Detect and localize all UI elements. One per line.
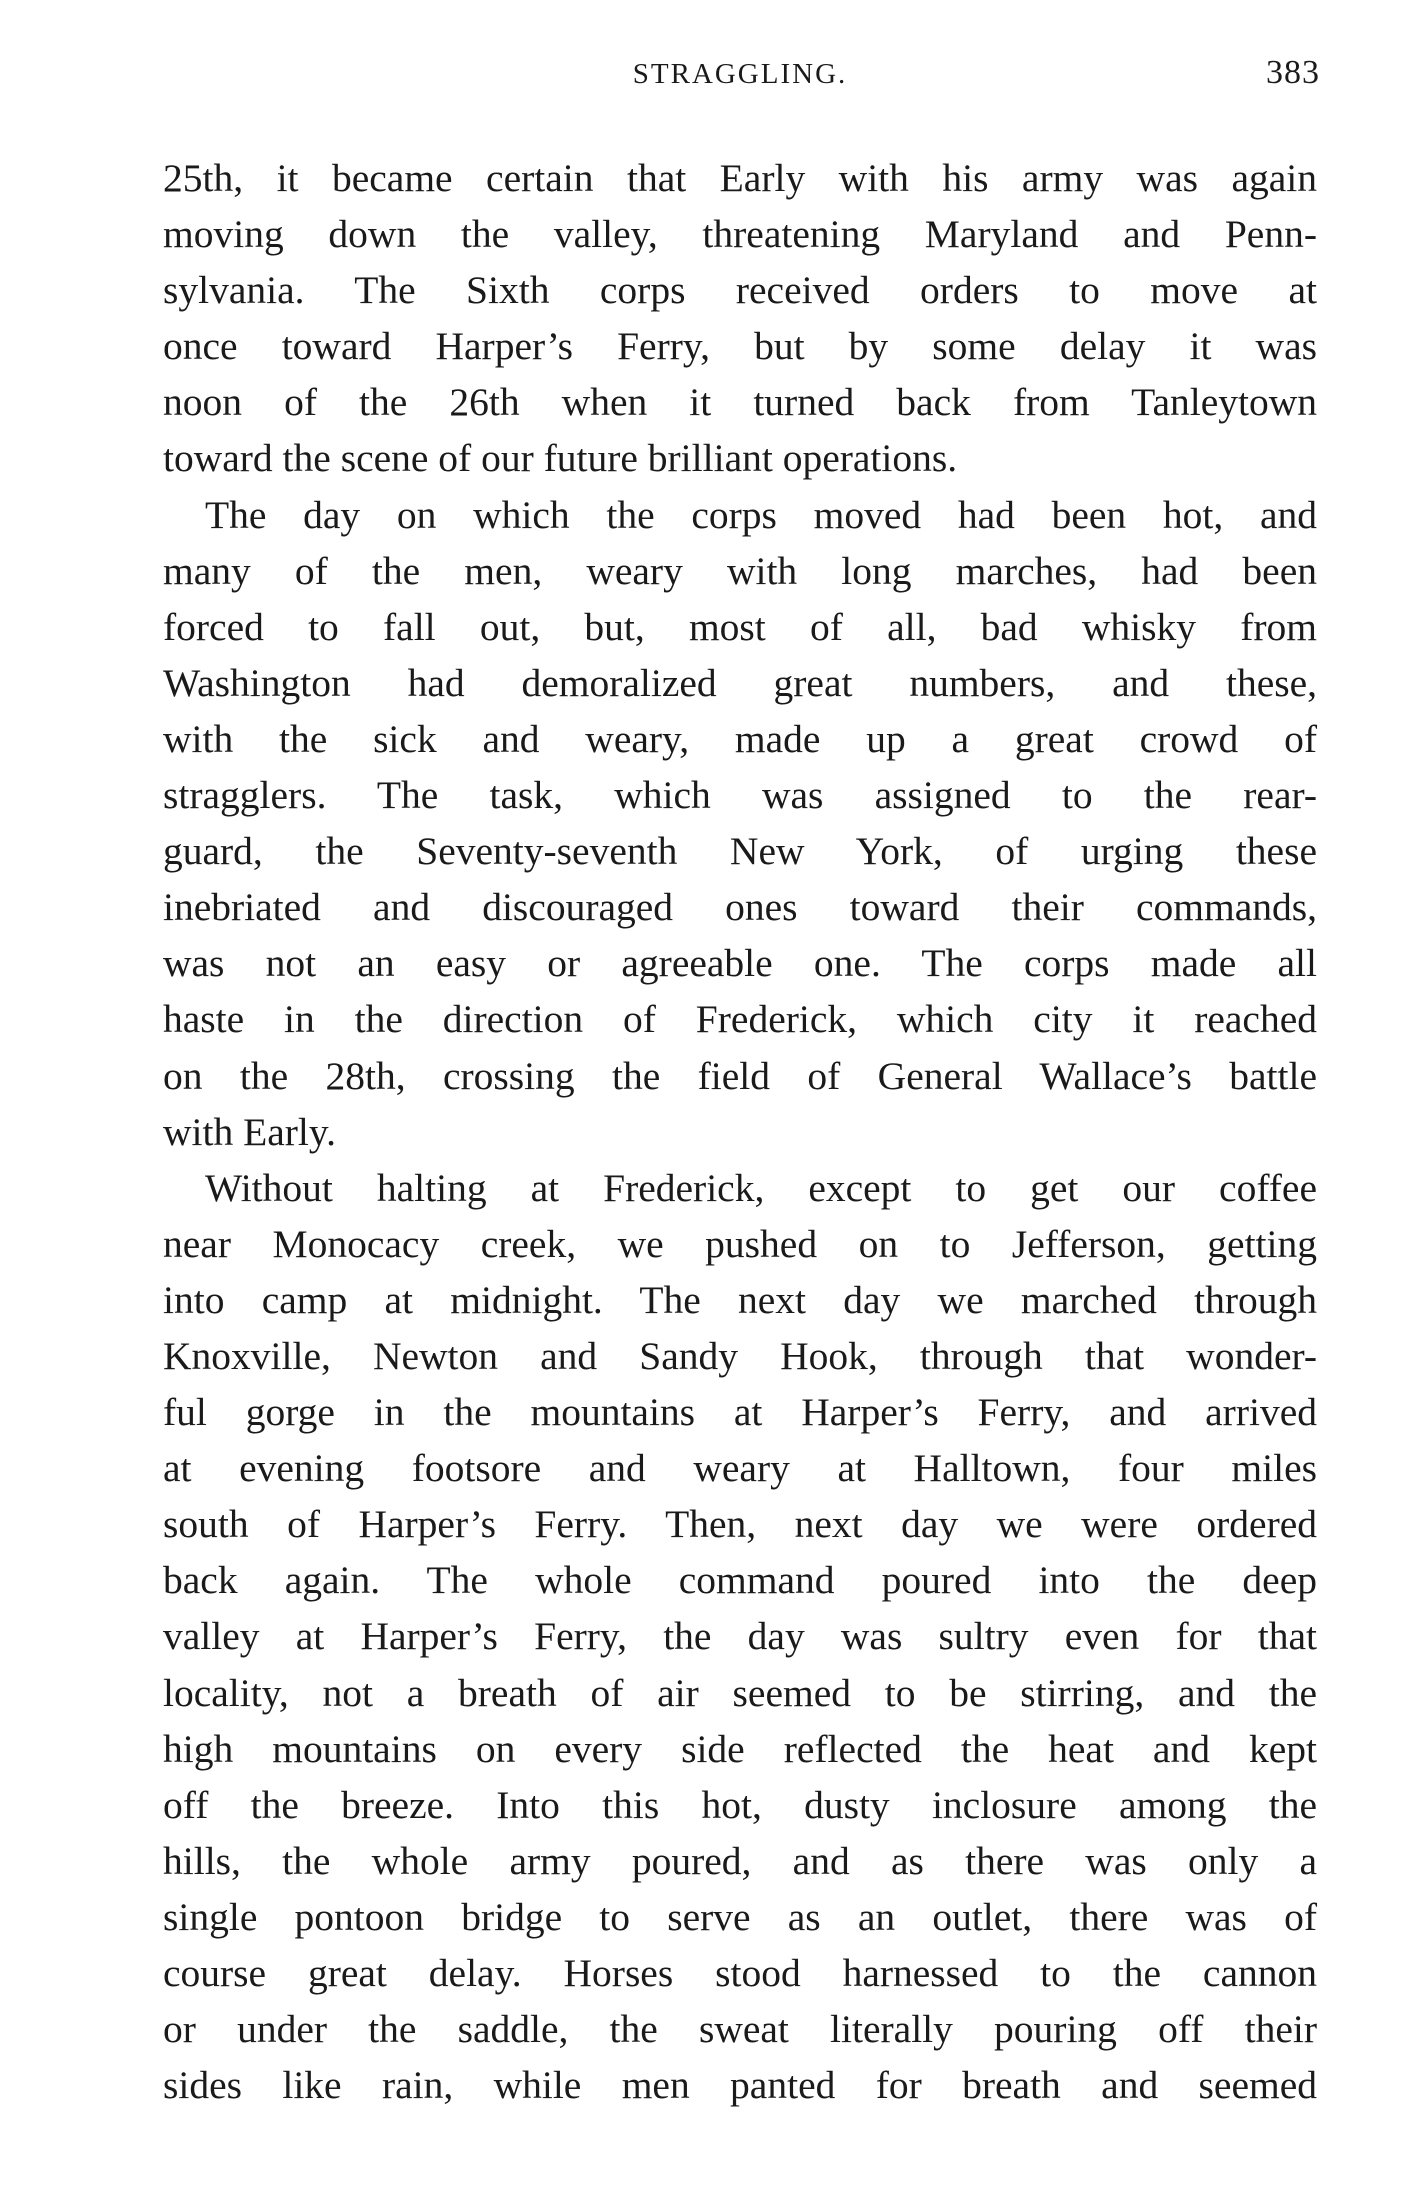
- body-text: [163, 150, 1317, 2113]
- text-line: single pontoon bridge to serve as an outlet, there was of: [163, 1894, 1317, 1939]
- text-line: locality, not a breath of air seemed to be stirring, and the: [163, 1670, 1317, 1715]
- text-line: with the sick and weary, made up a great crowd of: [163, 716, 1317, 761]
- text-line: high mountains on every side reflected the heat and kept: [163, 1726, 1317, 1771]
- text-line: ful gorge in the mountains at Harper’s Ferry, and arrived: [163, 1390, 1317, 1435]
- text-line: sides like rain, while men panted for breath and seemed: [163, 2063, 1317, 2108]
- text-line: with Early.: [163, 1109, 336, 1154]
- page-number: 383: [1266, 54, 1320, 91]
- text-line: stragglers. The task, which was assigned to the rear-: [163, 773, 1317, 818]
- text-line: sylvania. The Sixth corps received orders to move at: [163, 268, 1317, 313]
- text-line: course great delay. Horses stood harnessed to the cannon: [163, 1951, 1317, 1995]
- text-line: hills, the whole army poured, and as there was only a: [163, 1838, 1317, 1883]
- running-title: STRAGGLING.: [632, 58, 848, 90]
- text-line: at evening footsore and weary at Halltown, four miles: [163, 1446, 1317, 1491]
- text-line: noon of the 26th when it turned back from Tanleytown: [163, 380, 1317, 425]
- text-line: or under the saddle, the sweat literally pouring off their: [163, 2007, 1317, 2052]
- text-line: toward the scene of our future brilliant operations.: [163, 436, 958, 481]
- text-line: off the breeze. Into this hot, dusty inclosure among the: [163, 1782, 1317, 1827]
- text-line: on the 28th, crossing the field of General Wallace’s battle: [163, 1053, 1317, 1098]
- text-line: back again. The whole command poured into the deep: [163, 1558, 1317, 1603]
- text-line: was not an easy or agreeable one. The corps made all: [163, 941, 1317, 986]
- text-line: inebriated and discouraged ones toward their commands,: [163, 885, 1317, 930]
- text-line: near Monocacy creek, we pushed on to Jefferson, getting: [163, 1221, 1317, 1266]
- text-line: once toward Harper’s Ferry, but by some delay it was: [163, 324, 1317, 369]
- text-line: Washington had demoralized great numbers, and these,: [163, 660, 1317, 705]
- text-line: forced to fall out, but, most of all, bad whisky from: [163, 604, 1317, 649]
- text-line: Knoxville, Newton and Sandy Hook, through that wonder-: [163, 1333, 1317, 1378]
- text-line: haste in the direction of Frederick, which city it reached: [163, 997, 1317, 1042]
- running-head: [160, 48, 1320, 108]
- text-line: 25th, it became certain that Early with his army was again: [163, 156, 1317, 200]
- text-line: The day on which the corps moved had been hot, and: [205, 492, 1317, 537]
- text-line: valley at Harper’s Ferry, the day was sultry even for that: [163, 1614, 1317, 1659]
- text-line: moving down the valley, threatening Maryland and Penn-: [163, 212, 1317, 257]
- text-line: many of the men, weary with long marches, had been: [163, 548, 1317, 593]
- text-line: guard, the Seventy-seventh New York, of urging these: [163, 829, 1317, 874]
- text-line: south of Harper’s Ferry. Then, next day we were ordered: [163, 1502, 1317, 1547]
- text-line: into camp at midnight. The next day we marched through: [163, 1277, 1317, 1322]
- text-line: Without halting at Frederick, except to get our coffee: [205, 1165, 1317, 1210]
